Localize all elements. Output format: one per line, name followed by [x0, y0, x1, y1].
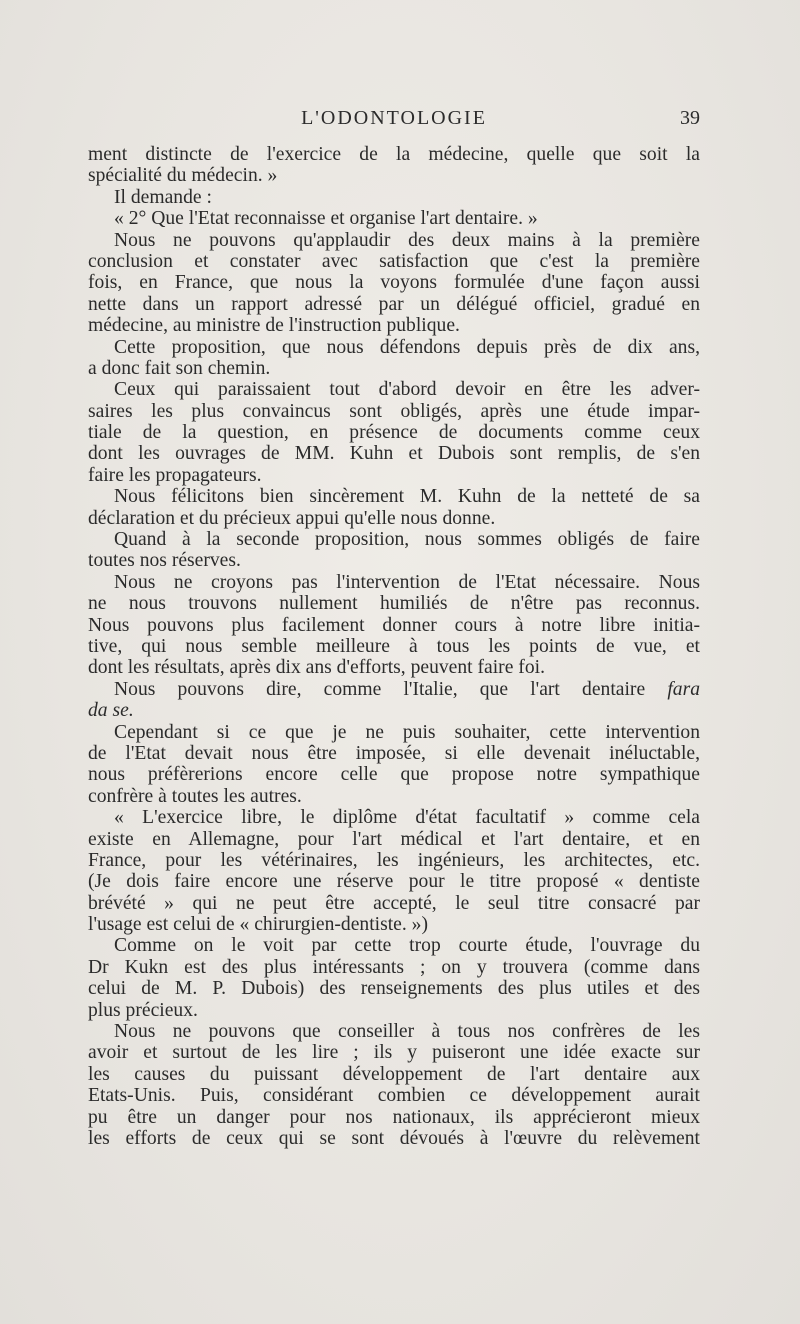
- text-line-content: nette dans un rapport adressé par un délégué officiel, gradué en: [88, 293, 700, 315]
- text-line-content: déclaration et du précieux appui qu'elle nous donne.: [88, 507, 496, 529]
- text-line-content: saires les plus convaincus sont obligés, après une étude impar-: [88, 400, 700, 422]
- text-line: [88, 465, 700, 486]
- text-line-content: France, pour les vétérinaires, les ingénieurs, les architectes, etc.: [88, 849, 700, 871]
- text-line-content: Nous ne pouvons que conseiller à tous nos confrères de les: [114, 1021, 700, 1043]
- running-head: L'ODONTOLOGIE: [301, 107, 487, 129]
- text-line: [88, 743, 700, 764]
- text-line: [88, 700, 700, 721]
- text-line-content: Comme on le voit par cette trop courte étude, l'ouvrage du: [114, 935, 700, 957]
- text-line-content: les efforts de ceux qui se sont dévoués à l'œuvre du relèvement: [88, 1127, 700, 1149]
- text-line: [88, 850, 700, 871]
- text-line-content: conclusion et constater avec satisfaction que c'est la première: [88, 250, 700, 272]
- page-header: [88, 103, 700, 137]
- text-line-content: Cette proposition, que nous défendons depuis près de dix ans,: [114, 336, 700, 358]
- text-line-content: (Je dois faire encore une réserve pour le titre proposé « dentiste: [88, 871, 700, 893]
- text-line-content: a donc fait son chemin.: [88, 357, 271, 379]
- text-line-content: ment distincte de l'exercice de la médecine, quelle que soit la: [88, 144, 700, 165]
- text-line: [88, 722, 700, 743]
- text-line-content: ne nous trouvons nullement humiliés de n'être pas reconnus.: [88, 593, 700, 615]
- text-line-content: Nous félicitons bien sincèrement M. Kuhn de la netteté de sa: [114, 486, 700, 508]
- text-line-content: nous préfèrerions encore celle que propose notre sympathique: [88, 764, 700, 786]
- text-line-content: Nous ne pouvons qu'applaudir des deux mains à la première: [114, 229, 700, 251]
- text-line-content: brévété » qui ne peut être accepté, le seul titre consacré par: [88, 892, 700, 914]
- italic-phrase: da se.: [88, 700, 134, 722]
- text-line: [88, 358, 700, 379]
- text-line: [88, 935, 700, 956]
- text-line-content: Ceux qui paraissaient tout d'abord devoir en être les adver-: [114, 379, 700, 401]
- text-line: [88, 679, 700, 700]
- text-line: [88, 422, 700, 443]
- text-line: [88, 657, 700, 678]
- text-line-content: pu être un danger pour nos nationaux, ils apprécieront mieux: [88, 1106, 700, 1128]
- text-line-content: de l'Etat devait nous être imposée, si elle devenait inéluctable,: [88, 742, 700, 764]
- text-line: [88, 401, 700, 422]
- text-line: [88, 272, 700, 293]
- text-line-content: tive, qui nous semble meilleure à tous les points de vue, et: [88, 635, 700, 657]
- text-line: [88, 786, 700, 807]
- text-line: [88, 1085, 700, 1106]
- text-line: [88, 315, 700, 336]
- text-line-content: l'usage est celui de « chirurgien-dentiste. »): [88, 914, 428, 936]
- text-line-content: toutes nos réserves.: [88, 550, 241, 572]
- text-line-content: Nous pouvons dire, comme l'Italie, que l'art dentaire: [114, 678, 668, 700]
- text-line-content: Dr Kukn est des plus intéressants ; on y trouvera (comme dans: [88, 956, 700, 978]
- text-line-content: fois, en France, que nous la voyons formulée d'une façon aussi: [88, 272, 700, 294]
- text-line: [88, 486, 700, 507]
- page-number: 39: [680, 107, 700, 129]
- text-line: [88, 893, 700, 914]
- text-line: [88, 187, 700, 208]
- text-line: [88, 379, 700, 400]
- text-line: [88, 1000, 700, 1021]
- text-line: [88, 1064, 700, 1085]
- text-line: [88, 829, 700, 850]
- text-line: [88, 615, 700, 636]
- body-text: [88, 144, 700, 1149]
- text-line: [88, 957, 700, 978]
- text-line-content: existe en Allemagne, pour l'art médical et l'art dentaire, et en: [88, 828, 700, 850]
- text-line: [88, 764, 700, 785]
- text-line: [88, 1042, 700, 1063]
- text-line: [88, 165, 700, 186]
- text-line: [88, 1107, 700, 1128]
- text-line-content: Nous ne croyons pas l'intervention de l'Etat nécessaire. Nous: [114, 571, 700, 593]
- text-line: [88, 550, 700, 571]
- text-line-content: Quand à la seconde proposition, nous sommes obligés de faire: [114, 529, 700, 551]
- text-line: [88, 1128, 700, 1149]
- text-line-content: « L'exercice libre, le diplôme d'état facultatif » comme cela: [114, 807, 700, 829]
- text-line-content: faire les propagateurs.: [88, 464, 262, 486]
- text-line-content: Cependant si ce que je ne puis souhaiter, cette intervention: [114, 721, 700, 743]
- text-line: [88, 807, 700, 828]
- text-line: [88, 572, 700, 593]
- text-line: [88, 443, 700, 464]
- text-line: [88, 978, 700, 999]
- text-line: [88, 593, 700, 614]
- text-line: [88, 508, 700, 529]
- text-line-content: « 2° Que l'Etat reconnaisse et organise l'art dentaire. »: [114, 208, 538, 230]
- text-line-content: spécialité du médecin. »: [88, 165, 278, 187]
- text-line: [88, 208, 700, 229]
- text-line-content: confrère à toutes les autres.: [88, 785, 302, 807]
- text-line-content: dont les résultats, après dix ans d'efforts, peuvent faire foi.: [88, 657, 545, 679]
- text-line-content: plus précieux.: [88, 999, 198, 1021]
- text-line: [88, 914, 700, 935]
- text-line-content: Il demande :: [114, 186, 212, 208]
- text-line-content: Etats-Unis. Puis, considérant combien ce développement aurait: [88, 1085, 700, 1107]
- text-line: [88, 636, 700, 657]
- text-line-content: médecine, au ministre de l'instruction publique.: [88, 315, 460, 337]
- text-line: [88, 337, 700, 358]
- text-line-content: les causes du puissant développement de l'art dentaire aux: [88, 1063, 700, 1085]
- text-line-content: celui de M. P. Dubois) des renseignements des plus utiles et des: [88, 978, 700, 1000]
- text-line: [88, 1021, 700, 1042]
- text-line-content: tiale de la question, en présence de documents comme ceux: [88, 422, 700, 444]
- text-line-content: dont les ouvrages de MM. Kuhn et Dubois sont remplis, de s'en: [88, 443, 700, 465]
- text-line: [88, 144, 700, 165]
- text-line: [88, 251, 700, 272]
- text-line-content: Nous pouvons plus facilement donner cours à notre libre initia-: [88, 614, 700, 636]
- text-line: [88, 529, 700, 550]
- text-line-content: avoir et surtout de les lire ; ils y puiseront une idée exacte sur: [88, 1042, 700, 1064]
- italic-phrase: fara: [667, 678, 700, 700]
- text-line: [88, 230, 700, 251]
- text-line: [88, 871, 700, 892]
- text-line: [88, 294, 700, 315]
